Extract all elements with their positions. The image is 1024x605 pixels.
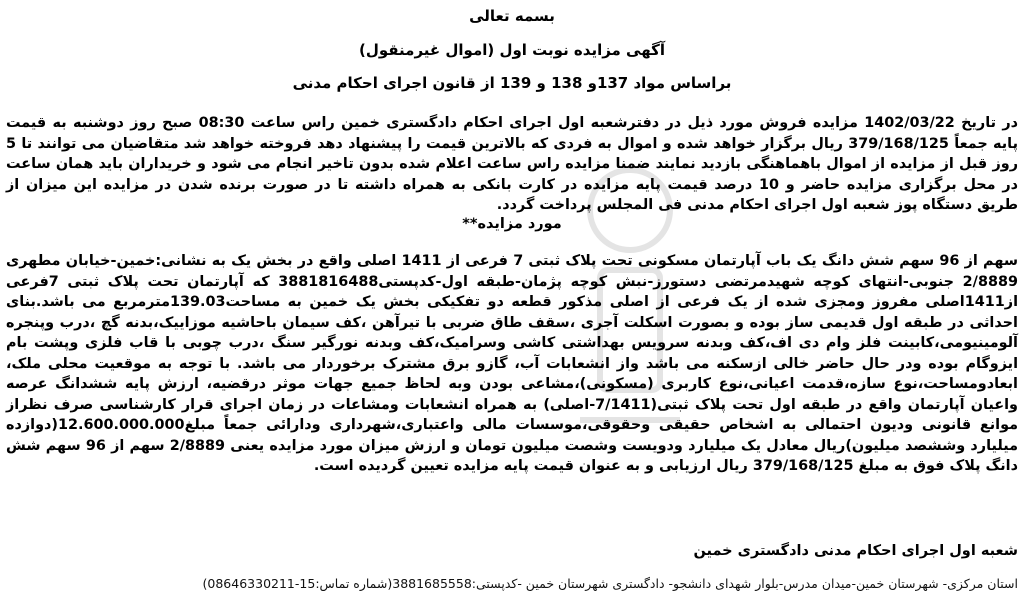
notice-title: آگهی مزایده نوبت اول (اموال غیرمنقول)	[358, 41, 666, 59]
subject-heading: مورد مزایده**	[462, 216, 562, 232]
legal-basis-line: براساس مواد 137و 138 و 139 از قانون اجرای احکام مدنی	[292, 74, 732, 92]
footer-address: استان مرکزی- شهرستان خمین-میدان مدرس-بلوار شهدای دانشجو- دادگستری شهرستان خمین -کدپستی:3881685558(شماره تماس:15-08646330211)	[202, 576, 1018, 591]
basmala-heading: بسمه تعالی	[469, 7, 555, 25]
intro-paragraph: در تاریخ 1402/03/22 مزایده فروش مورد ذیل در دفترشعبه اول اجرای احکام دادگستری خمین راس ساعت 08:30 صبح روز دوشنبه به قیمت پایه جمعاً 379/168/125 ریال برگزار خواهد شده و اموال به فردی که بالاترین قیمت را پیشنهاد دهد فروخته خواهد شد متقاضیان می توانند تا 5 روز قبل از مزایده از اموال باهماهنگی بازدید نمایند ضمنا مزایده راس ساعت اعلام شده بدون تاخیر انجام می شود و خریداران باید همان ساعت در محل برگزاری مزایده حاضر و 10 درصد قیمت پایه مزایده در کارت بانکی به همراه داشته تا در صورت برنده شدن در مزایده این میزان از طریق دستگاه پوز شعبه اول اجرای احکام مدنی فی المجلس پرداخت گردد.	[6, 115, 1019, 213]
property-description-paragraph: سهم از 96 سهم شش دانگ یک باب آپارتمان مسکونی تحت پلاک ثبتی 7 فرعی از 1411 اصلی واقع در بخش یک به نشانی:خمین-خیابان مطهری 2/8889 جنوبی-انتهای کوچه شهیدمرتضی دستورز-نبش کوچه پژمان-طبقه اول-کدپستی3881816488 که آپارتمان تحت پلاک ثبتی 7فرعی از1411اصلی مفروز ومجزی شده از یک فرعی از اصلی مذکور قطعه دو تفکیکی بخش یک خمین به مساحت139.03مترمربع می باشد.بنای احداثی در طبقه اول قدیمی ساز بوده و بصورت اسکلت آجری ،سقف طاق ضربی با تیرآهن ،کف سیمان باحاشیه موزاییک،بدنه گچ ،درب وپنجره آلومینیومی،کابینت فلز وام دی اف،کف وبدنه سرویس بهداشتی کاشی وسرامیک،کف وبدنه نورگیر سنگ ،درب چوبی با قاب فلزی وپشت بام ایزوگام بوده ودر حال حاضر خالی ازسکنه می باشد واز انشعابات آب، گازو برق مشترک برخوردار می باشد. با توجه به موقعیت محلی ملک، ابعادومساحت،نوع سازه،قدمت اعیانی،نوع کاربری (مسکونی)،مشاعی بودن وبه لحاظ جمیع جهات موثر درقضیه، ارزش پایه ششدانگ عرصه واعیان آپارتمان واقع در طبقه اول تحت پلاک ثبتی(7/1411-اصلی) به همراه انشعابات ومشاعات در زمان اجرای قرار کارشناسی صرف نظراز موانع قانونی ودیون احتمالی به اشخاص حقیقی وحقوقی،موسسات مالی واعتباری،شهرداری ودارائی جمعاً مبلغ12.600.000.000(دوازده میلیارد وششصد میلیون)ریال معادل یک میلیارد ودویست وشصت میلیون تومان و ارزش میزان مورد مزایده یعنی 2/8889 سهم از 96 سهم شش دانگ پلاک فوق به مبلغ 379/168/125 ریال ارزیابی و به عنوان قیمت پایه مزایده تعیین گردیده است.	[6, 253, 1019, 474]
issuer-signature: شعبه اول اجرای احکام مدنی دادگستری خمین	[693, 543, 1018, 559]
